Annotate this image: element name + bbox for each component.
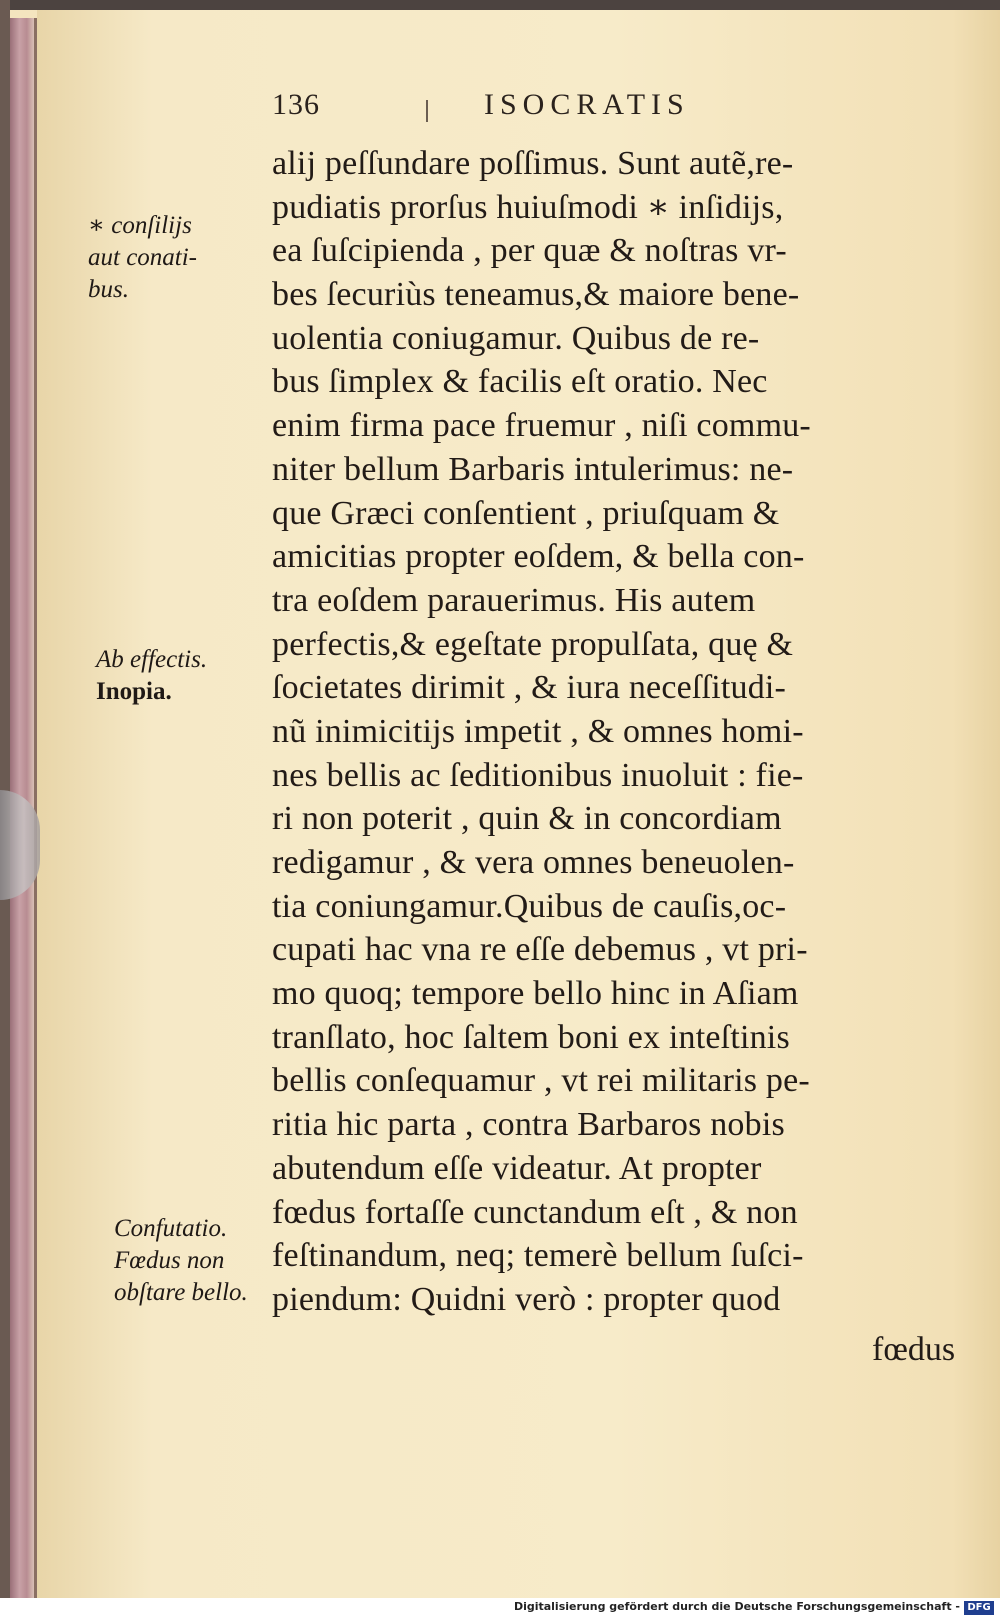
- running-title: ISOCRATIS: [484, 88, 690, 121]
- body-text-line: pudiatis prorſus huiuſmodi ∗ inſidijs,: [272, 188, 784, 226]
- body-text-line: que Græci conſentient , priuſquam &: [272, 494, 780, 532]
- body-text-line: ritia hic parta , contra Barbaros nobis: [272, 1106, 785, 1144]
- body-text-line: uolentia coniugamur. Quibus de re-: [272, 319, 760, 357]
- body-text-line: tia coniungamur.Quibus de cauſis,oc-: [272, 887, 787, 925]
- body-text-line: nes bellis ac ſeditionibus inuoluit : fie-: [272, 756, 804, 794]
- body-text-line: bes ſecuriùs teneamus,& maiore bene-: [272, 276, 800, 314]
- margin-note-line: bus.: [88, 276, 129, 303]
- margin-note-line: obſtare bello.: [114, 1279, 248, 1306]
- catchword: fœdus: [872, 1331, 956, 1368]
- body-text-line: bus ſimplex & facilis eſt oratio. Nec: [272, 363, 768, 401]
- body-text-line: abutendum eſſe videatur. At propter: [272, 1149, 762, 1187]
- body-text-line: tra eoſdem parauerimus. His autem: [272, 581, 756, 619]
- body-text-line: tranſlato, hoc ſaltem boni ex inteſtinis: [272, 1018, 790, 1056]
- margin-note-consilijs: [88, 210, 197, 306]
- body-text: [272, 142, 956, 1322]
- body-text-line: cupati hac vna re eſſe debemus , vt pri-: [272, 931, 808, 969]
- body-text-line: ri non poterit , quin & in concordiam: [272, 800, 782, 838]
- body-text-line: perfectis,& egeſtate propulſata, quę &: [272, 625, 794, 663]
- margin-note-line: ∗ conſilijs: [88, 212, 192, 239]
- margin-note-confutatio: [114, 1213, 248, 1309]
- margin-note-ab-effectis: [96, 644, 207, 708]
- body-text-line: bellis conſequamur , vt rei militaris pe-: [272, 1062, 810, 1100]
- body-text-line: mo quoq; tempore bello hinc in Aſiam: [272, 975, 799, 1013]
- margin-note-line: Inopia.: [96, 678, 172, 705]
- margin-note-line: Confutatio.: [114, 1215, 228, 1242]
- dfg-logo: DFG: [964, 1601, 994, 1615]
- body-text-line: piendum: Quidni verò : propter quod: [272, 1280, 781, 1318]
- body-text-line: redigamur , & vera omnes beneuolen-: [272, 844, 795, 881]
- body-text-line: nũ inimicitijs impetit , & omnes homi-: [272, 712, 804, 750]
- body-text-line: fœdus fortaſſe cunctandum eſt , & non: [272, 1193, 798, 1231]
- margin-note-line: Ab effectis.: [96, 646, 208, 673]
- body-text-line: amicitias propter eoſdem, & bella con-: [272, 538, 805, 576]
- body-text-line: ea ſuſcipienda , per quæ & noſtras vr-: [272, 232, 787, 270]
- margin-note-line: Fœdus non: [114, 1247, 225, 1274]
- page-number: 136: [272, 88, 320, 121]
- funding-credit: Digitalisierung gefördert durch die Deutsche Forschungsgemeinschaft -: [513, 1600, 960, 1613]
- digitization-footer: [0, 1598, 1000, 1619]
- body-text-line: ſocietates dirimit , & iura neceſſitudi-: [272, 669, 787, 707]
- scan-top-edge: [0, 0, 1000, 10]
- body-text-line: alij peſſundare poſſimus. Sunt autẽ,re-: [272, 145, 794, 182]
- header-divider: [426, 100, 428, 122]
- margin-note-line: aut conati-: [88, 244, 198, 271]
- body-text-line: feſtinandum, neq; temerè bellum ſuſci-: [272, 1237, 804, 1275]
- running-header: [272, 88, 792, 134]
- body-text-line: enim firma pace fruemur , niſi commu-: [272, 407, 811, 445]
- body-text-line: niter bellum Barbaris intulerimus: ne-: [272, 450, 794, 488]
